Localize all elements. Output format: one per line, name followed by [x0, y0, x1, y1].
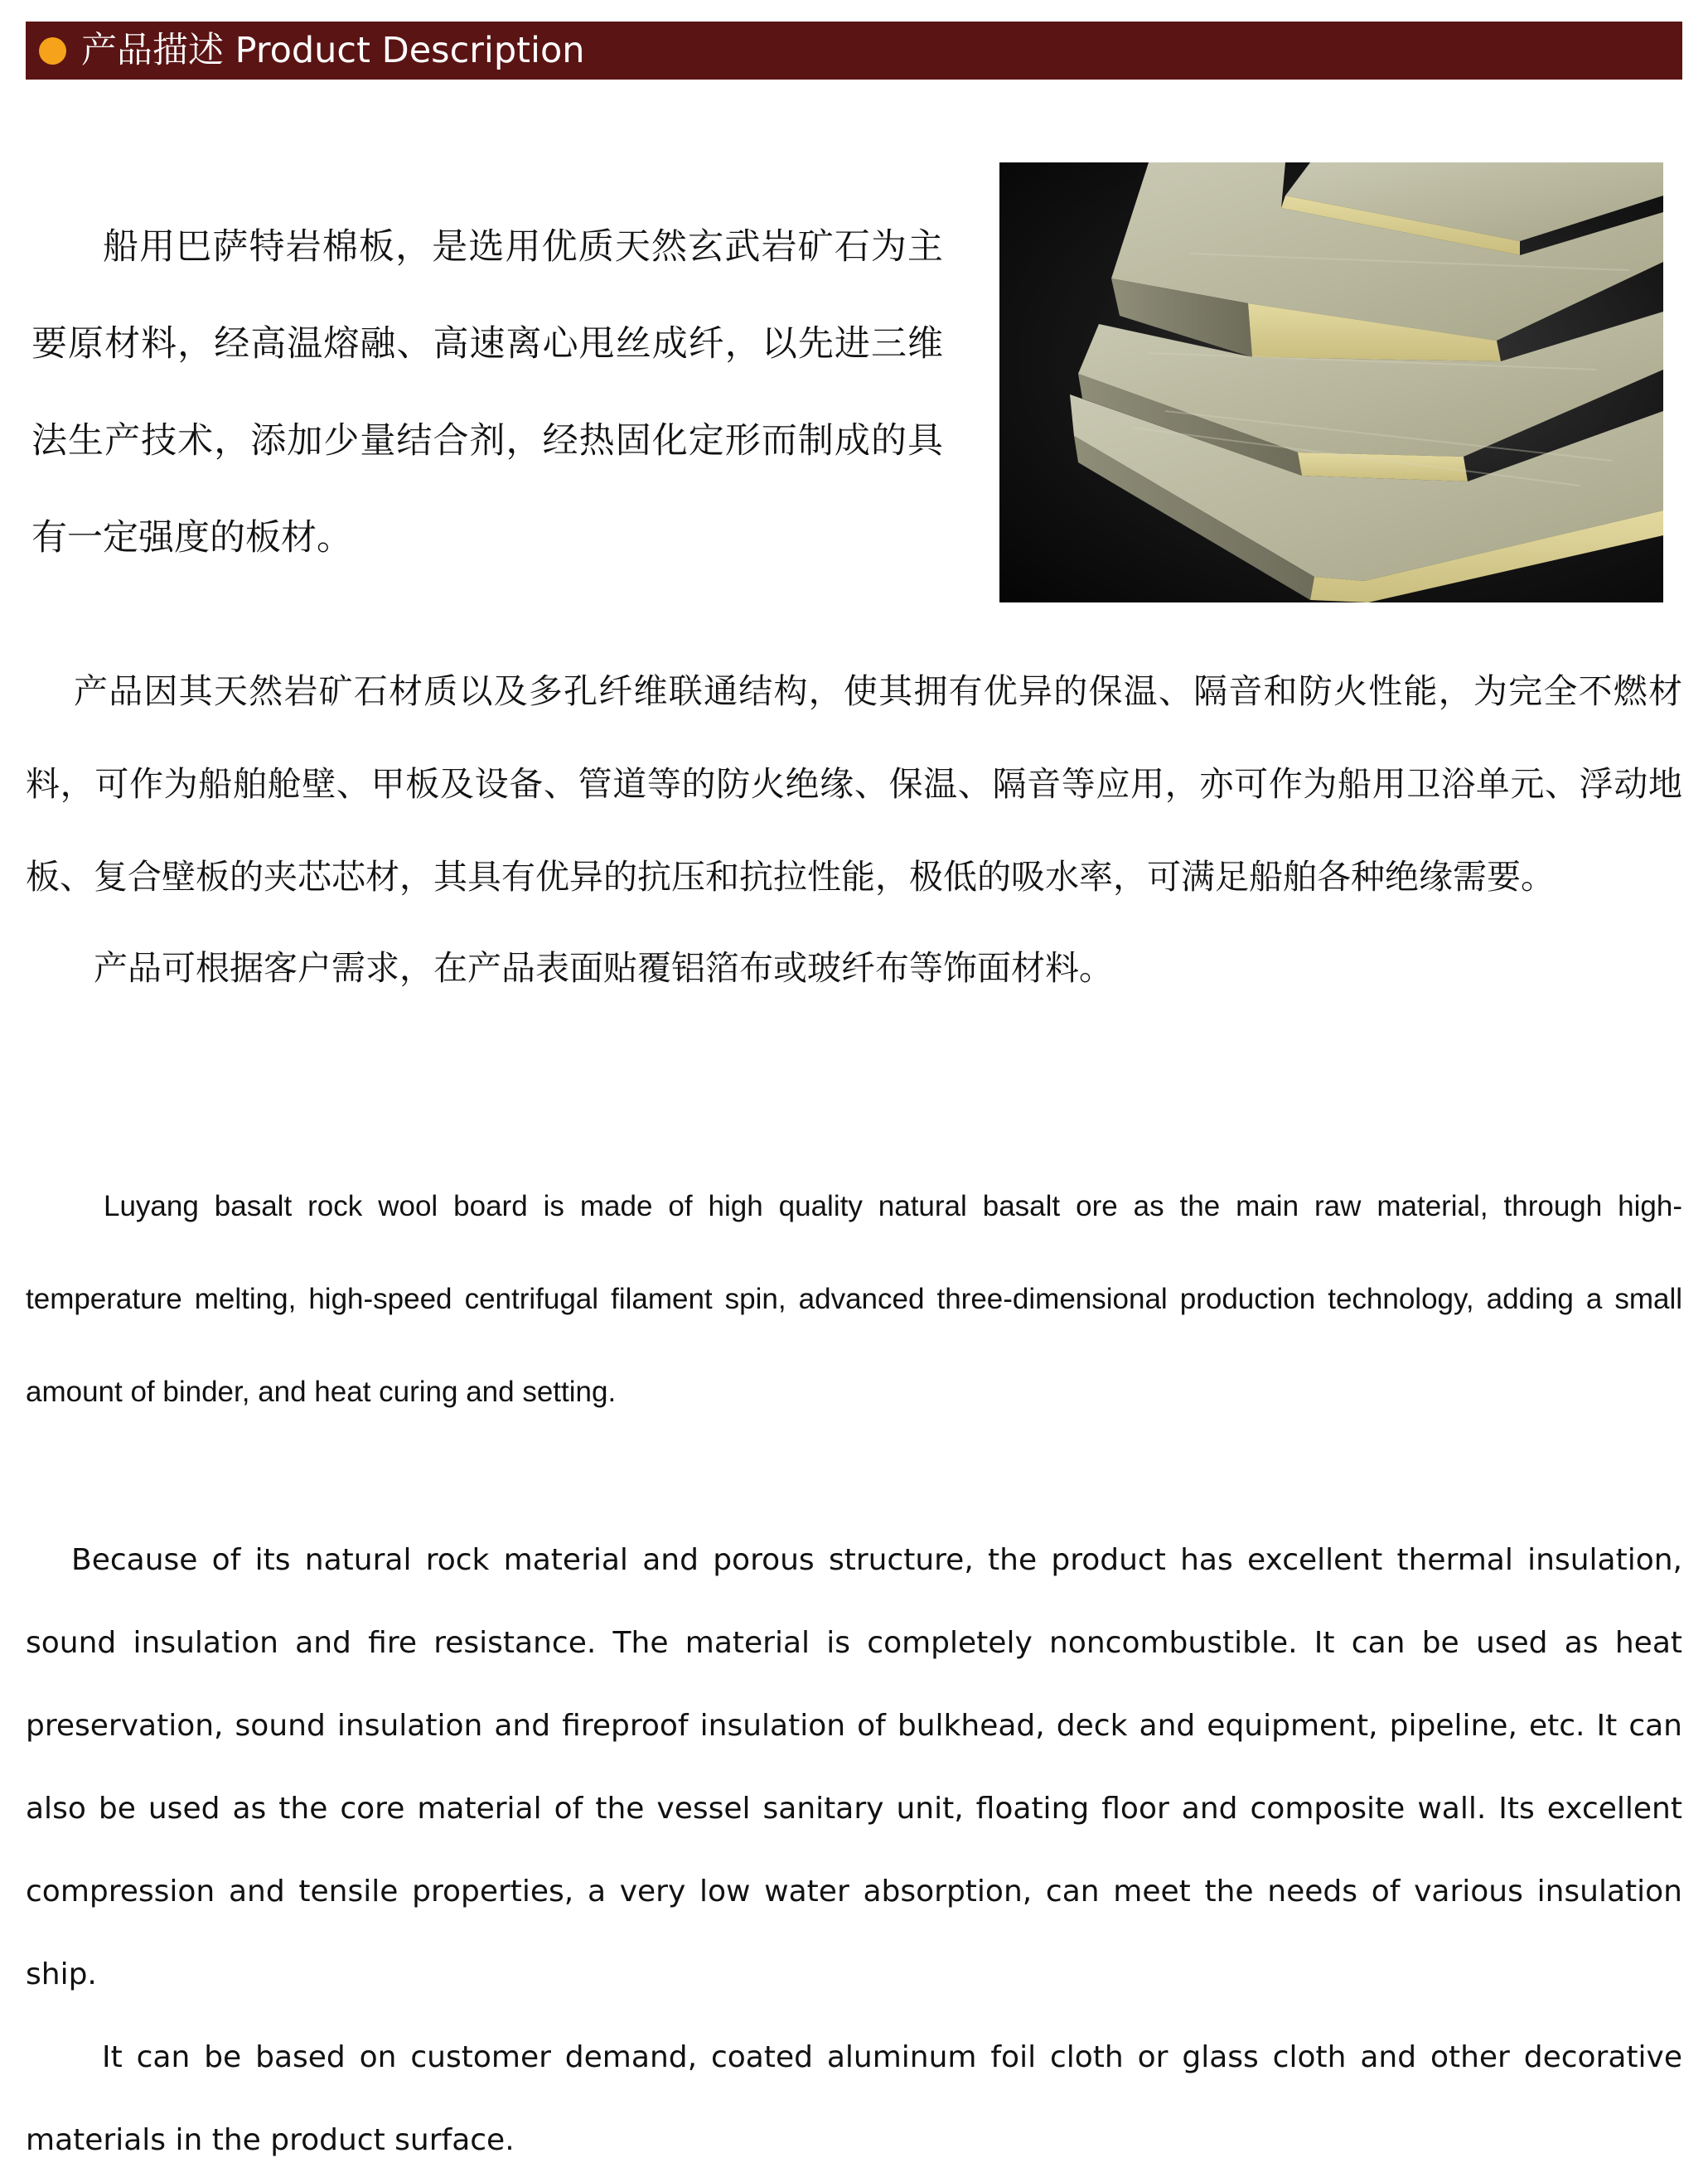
- body-paragraph-en-1: Because of its natural rock material and porous structure, the product has excellent thermal insulation, sound insulation and fire resistance. The material is completely noncombustible. It can be used as heat preservation, sound insulation and fireproof insulation of bulkhead, deck and equipment, pipeline, etc. It can also be used as the core material of the vessel sanitary unit, floating floor and composite wall. Its excellent compression and tensile properties, a very low water absorption, can meet the needs of various insulation ship.: [26, 1543, 1682, 1991]
- intro-paragraph-en: Luyang basalt rock wool board is made of high quality natural basalt ore as the main raw material, through high-temperature melting, high-speed centrifugal filament spin, advanced three-dimensional production technology, adding a small amount of binder, and heat curing and setting.: [26, 1190, 1682, 1408]
- section-title: 产品描述 Product Description: [81, 30, 585, 71]
- rock-wool-board-photo: [999, 162, 1663, 602]
- rock-wool-board-illustration: [999, 162, 1663, 602]
- body-paragraph-zh-2: 产品可根据客户需求，在产品表面贴覆铝箔布或玻纤布等饰面材料。: [94, 948, 1113, 988]
- section-header: [26, 22, 1682, 80]
- body-paragraph-en-2: It can be based on customer demand, coated aluminum foil cloth or glass cloth and other decorative materials in the product surface.: [26, 2040, 1682, 2157]
- intro-paragraph-zh: 船用巴萨特岩棉板，是选用优质天然玄武岩矿石为主要原材料，经高温熔融、高速离心甩丝成纤，以先进三维法生产技术，添加少量结合剂，经热固化定形而制成的具有一定强度的板材。: [31, 226, 943, 559]
- bullet-dot-icon: [39, 37, 66, 65]
- body-paragraph-zh-1: 产品因其天然岩矿石材质以及多孔纤维联通结构，使其拥有优异的保温、隔音和防火性能，为完全不燃材料，可作为船舶舱壁、甲板及设备、管道等的防火绝缘、保温、隔音等应用，亦可作为船用卫浴单元、浮动地板、复合壁板的夹芯芯材，其具有优异的抗压和抗拉性能，极低的吸水率，可满足船舶各种绝缘需要。: [26, 671, 1682, 897]
- body-en-block: [26, 1519, 1682, 2182]
